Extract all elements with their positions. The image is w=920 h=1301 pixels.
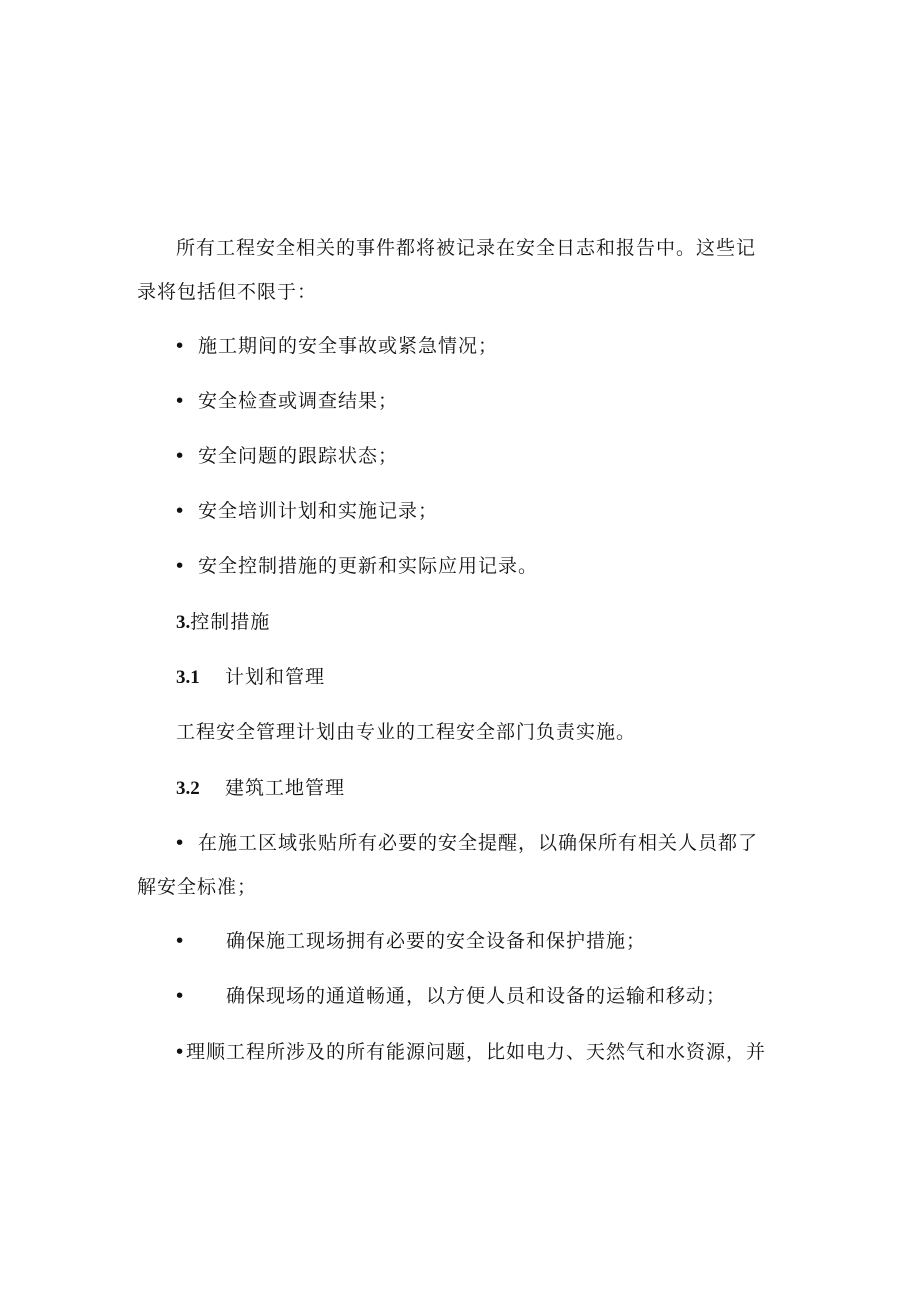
intro-paragraph-line-2: 录将包括但不限于： xyxy=(137,281,318,303)
section-3-1-number xyxy=(176,665,200,690)
list-item-record-2: 安全检查或调查结果； xyxy=(198,390,399,412)
bullet-marker: • xyxy=(174,335,186,357)
list-item-record-3: 安全问题的跟踪状态； xyxy=(198,445,399,467)
bullet-marker: • xyxy=(174,930,186,952)
bullet-marker: • xyxy=(174,832,186,854)
bullet-marker: • xyxy=(174,445,186,467)
list-item-site-3: 确保现场的通道畅通，以方便人员和设备的运输和移动； xyxy=(226,985,727,1007)
list-item-record-4: 安全培训计划和实施记录； xyxy=(198,500,439,522)
section-3-2-number xyxy=(176,776,200,801)
bullet-marker: • xyxy=(174,985,186,1007)
list-item-record-5: 安全控制措施的更新和实际应用记录。 xyxy=(198,555,539,577)
section-3-2-title: 建筑工地管理 xyxy=(225,777,346,799)
section-title: 控制措施 xyxy=(190,611,271,633)
list-item-record-1: 施工期间的安全事故或紧急情况； xyxy=(198,335,499,357)
section-number: 3.2 xyxy=(176,778,200,799)
list-item-site-1-line-2: 解安全标准； xyxy=(137,876,258,898)
list-item-site-4: 理顺工程所涉及的所有能源问题，比如电力、天然气和水资源，并 xyxy=(186,1041,767,1063)
bullet-marker: • xyxy=(174,500,186,522)
section-3-heading xyxy=(176,610,270,635)
bullet-marker: • xyxy=(174,555,186,577)
section-3-1-title: 计划和管理 xyxy=(225,666,326,688)
bullet-marker: • xyxy=(174,390,186,412)
list-item-site-2: 确保施工现场拥有必要的安全设备和保护措施； xyxy=(226,930,647,952)
section-number: 3. xyxy=(176,612,191,633)
section-number: 3.1 xyxy=(176,667,200,688)
list-item-site-1-line-1: 在施工区域张贴所有必要的安全提醒，以确保所有相关人员都了 xyxy=(198,832,759,854)
section-3-1-body: 工程安全管理计划由专业的工程安全部门负责实施。 xyxy=(176,721,637,743)
intro-paragraph-line-1: 所有工程安全相关的事件都将被记录在安全日志和报告中。这些记 xyxy=(176,237,757,259)
bullet-marker: • xyxy=(174,1041,186,1063)
